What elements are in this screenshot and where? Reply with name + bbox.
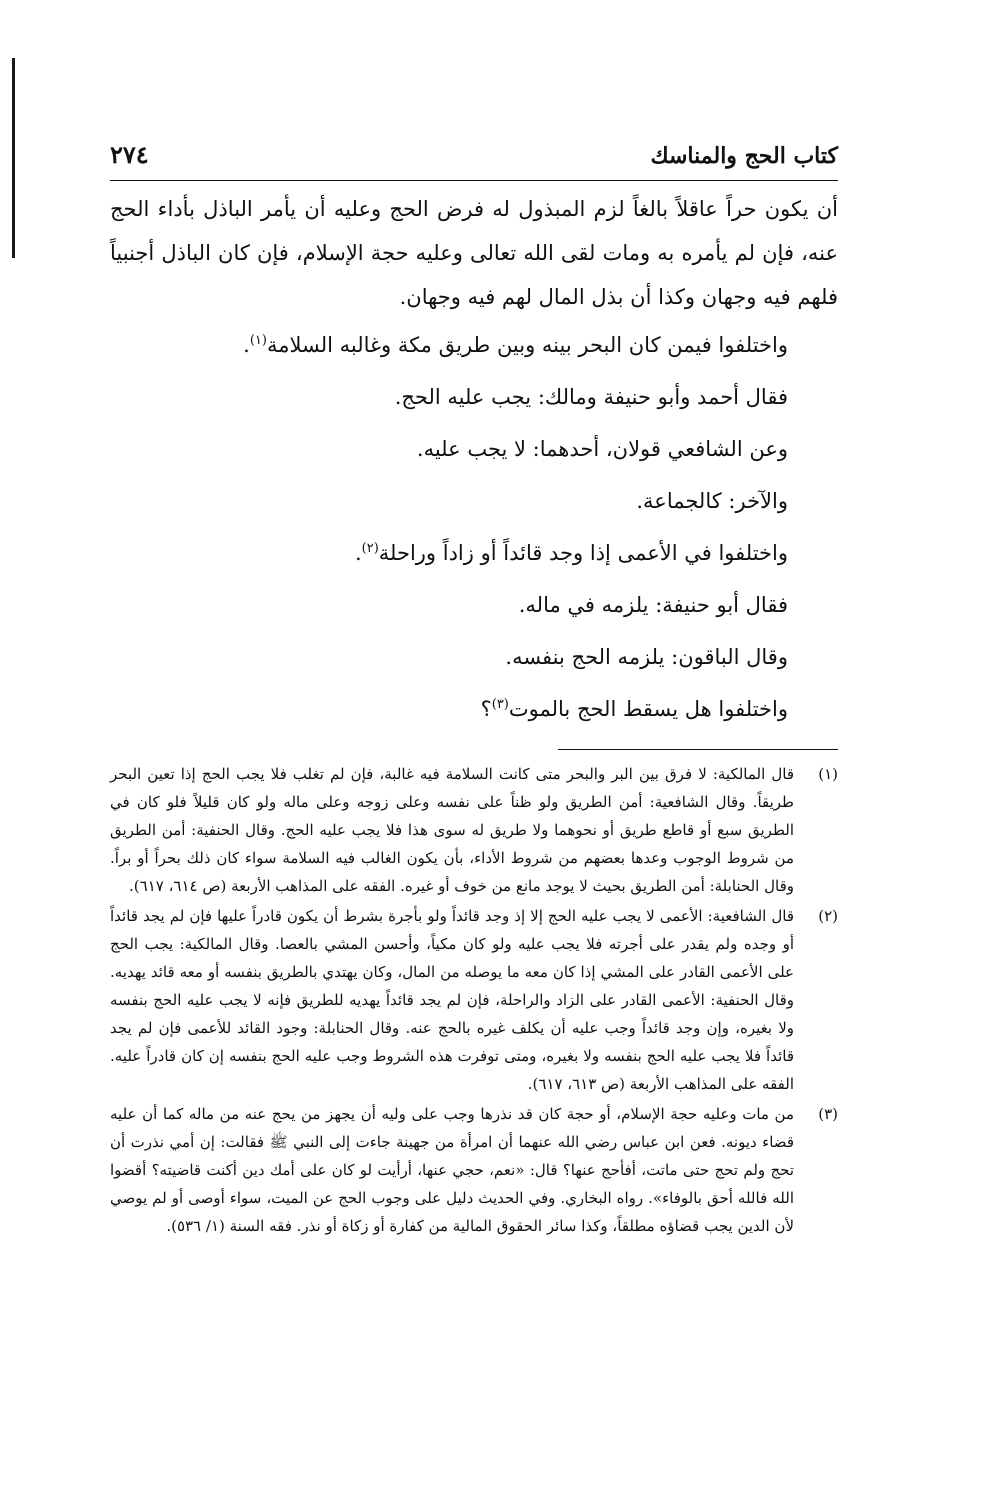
paragraph: واختلفوا في الأعمى إذا وجد قائداً أو زاداً وراحلة$^{(٢)}$. — [354, 541, 788, 565]
footnote-ref[interactable]: (٣) — [491, 697, 509, 712]
book-page — [110, 140, 838, 1242]
footnote-text: قال الشافعية: الأعمى لا يجب عليه الحج إلا إذ وجد قائداً ولو بأجرة بشرط أن يكون قادراً عليها فإن لم يجد قائداً أو وجده ولم يقدر على أجرته فلا يجب عليه ولو كان مكياً، وأحسن المشي بالعصا. وقال المالكية: يجب الحج على الأعمى القادر على المشي إذا كان معه ما يوصله من المال، وكان يهتدي بالطريق بنفسه أو معه قائد يهديه. وقال الحنفية: الأعمى القادر على الزاد والراحلة، فإن لم يجد قائداً يهديه للطريق فإنه لا يجب عليه الحج بنفسه ولا بغيره، وإن وجد قائداً وجب عليه أن يكلف غيره بالحج عنه. وقال الحنابلة: وجود القائد للأعمى فإن لم يجد قائداً فلا يجب عليه الحج بنفسه ولا بغيره، ومتى توفرت هذه الشروط وجب عليه الحج بنفسه إن كان قادراً عليه. الفقه على المذاهب الأربعة (ص ٦١٣، ٦١٧). — [110, 907, 794, 1093]
paragraph: فقال أبو حنيفة: يلزمه في ماله. — [518, 593, 788, 617]
footnote-number: (٢) — [818, 907, 838, 925]
footnote-text: من مات وعليه حجة الإسلام، أو حجة كان قد نذرها وجب على وليه أن يجهز من يحج عنه من ماله كما أن عليه قضاء ديونه. فعن ابن عباس رضي الله عنهما أن امرأة من جهينة جاءت إلى النبي ﷺ فقالت: إن أمي نذرت أن تحج ولم تحج حتى ماتت، أفأحج عنها؟ قال: «نعم، حجي عنها، أرأيت لو كان على أمك دين أكنت قاضيته؟ أقضوا الله فالله أحق بالوفاء». رواه البخاري. وفي الحديث دليل على وجوب الحج عن الميت، سواء أوصى أو لم يوصي لأن الدين يجب قضاؤه مطلقاً، وكذا سائر الحقوق المالية من كفارة أو زكاة أو نذر. فقه السنة (١/ ٥٣٦). — [110, 1105, 794, 1235]
footnote-ref[interactable]: (١) — [249, 333, 267, 348]
footnote-divider — [558, 749, 838, 750]
page-header — [110, 140, 838, 181]
page-number: ٢٧٤ — [110, 140, 149, 169]
footnote-3 — [110, 1100, 838, 1240]
footnote-2 — [110, 902, 838, 1098]
paragraph: واختلفوا فيمن كان البحر بينه وبين طريق مكة وغالبه السلامة$^{(١)}$. — [243, 333, 788, 357]
running-title: كتاب الحج والمناسك — [650, 143, 838, 169]
footnote-text: قال المالكية: لا فرق بين البر والبحر متى كانت السلامة فيه غالبة، فإن لم تغلب فلا يجب الحج إذا تعين البحر طريقاً. وقال الشافعية: أمن الطريق ولو ظناً على نفسه وعلى زوجه وعلى ماله ولو كان قليلاً فلو كان في الطريق سبع أو قاطع طريق أو نحوهما ولا طريق له سوى هذا فلا يجب عليه الحج. وقال الحنفية: أمن الطريق من شروط الوجوب وعدها بعضهم من شروط الأداء، بأن يكون الغالب فيه السلامة سواء كان ذلك بحراً أو براً. وقال الحنابلة: أمن الطريق بحيث لا يوجد مانع من خوف أو غيره. الفقه على المذاهب الأربعة (ص ٦١٤، ٦١٧). — [110, 765, 794, 895]
paragraph: والآخر: كالجماعة. — [636, 489, 788, 513]
main-text — [110, 187, 838, 735]
opening-paragraph: أن يكون حراً عاقلاً بالغاً لزم المبذول له فرض الحج وعليه أن يأمر الباذل بأداء الحج عنه، فإن لم يأمره به ومات لقى الله تعالى وعليه حجة الإسلام، فإن كان الباذل أجنبياً فلهم فيه وجهان وكذا أن بذل المال لهم فيه وجهان. — [110, 197, 838, 309]
paragraph: واختلفوا هل يسقط الحج بالموت$^{(٣)}$؟ — [480, 697, 788, 721]
footnote-number: (١) — [818, 765, 838, 783]
footnote-number: (٣) — [818, 1105, 838, 1123]
paragraph: وعن الشافعي قولان، أحدهما: لا يجب عليه. — [416, 437, 788, 461]
footnotes — [110, 760, 838, 1240]
footnote-ref[interactable]: (٢) — [361, 541, 379, 556]
scan-edge-mark — [12, 58, 15, 258]
footnote-1 — [110, 760, 838, 900]
paragraph: فقال أحمد وأبو حنيفة ومالك: يجب عليه الحج. — [394, 385, 788, 409]
paragraph: وقال الباقون: يلزمه الحج بنفسه. — [505, 645, 788, 669]
